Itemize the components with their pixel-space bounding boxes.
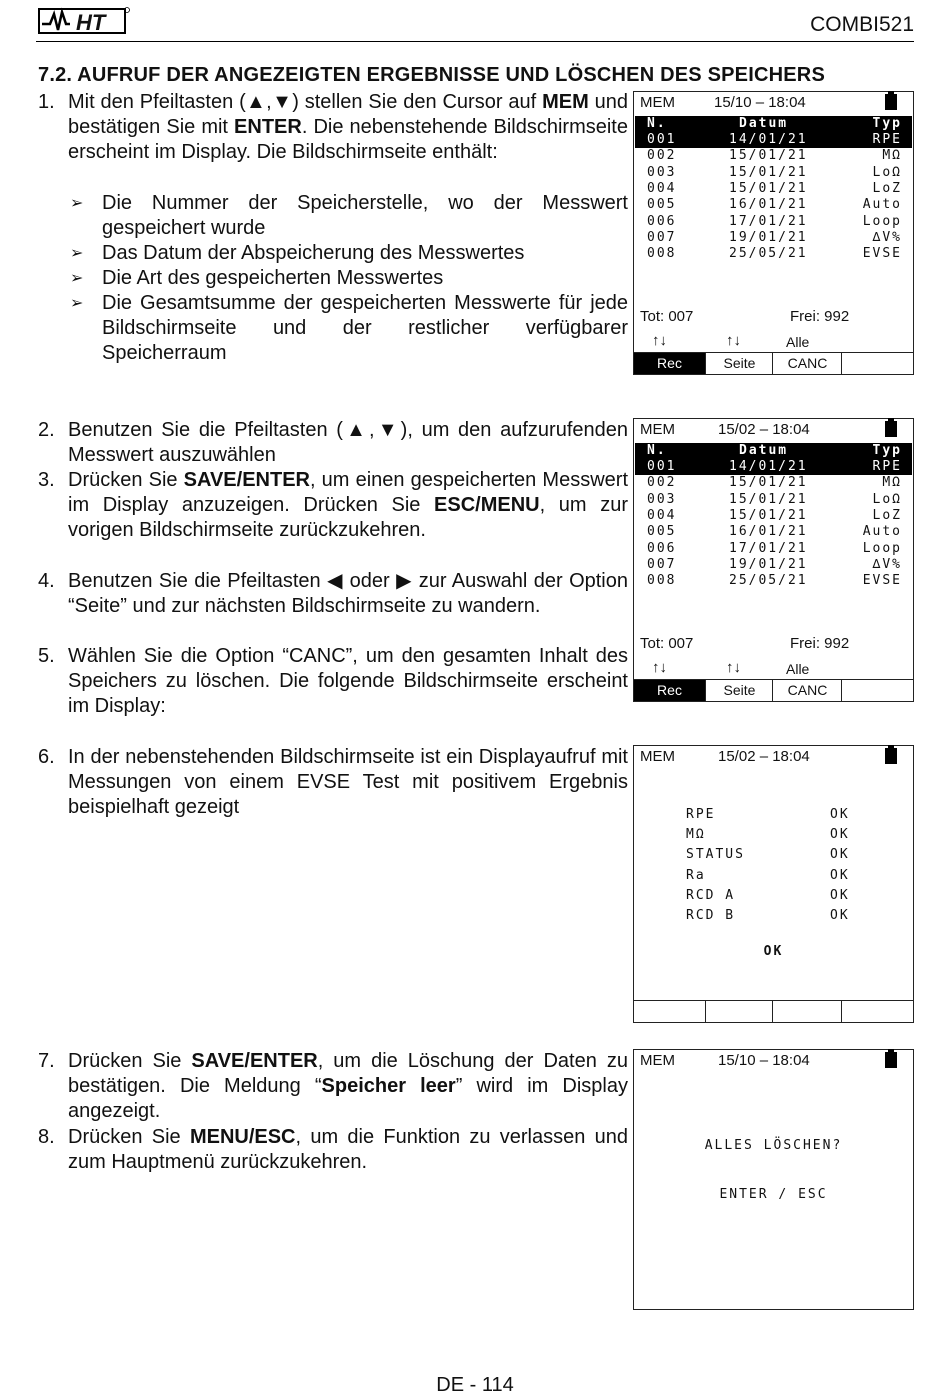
battery-icon bbox=[885, 1052, 897, 1068]
table-row[interactable] bbox=[635, 181, 912, 197]
test-name: RCD A bbox=[686, 887, 736, 903]
enter-esc-hint: ENTER / ESC bbox=[719, 1187, 828, 1202]
bullet-arrow-icon: ➢ bbox=[70, 195, 84, 212]
softkey-bar bbox=[634, 679, 913, 701]
date-time: 15/02 – 18:04 bbox=[718, 421, 810, 438]
result-row bbox=[686, 827, 866, 845]
total-count: Tot: 007 bbox=[640, 308, 694, 325]
test-outcome: OK bbox=[830, 827, 850, 843]
lcd-header bbox=[634, 419, 913, 439]
lcd-header bbox=[634, 746, 913, 766]
table-header: N. Datum Typ bbox=[635, 443, 912, 459]
step-text: Benutzen Sie die Pfeiltasten (▲,▼), um den aufzurufenden Messwert auszuwählen bbox=[68, 419, 628, 466]
row-type: Loop bbox=[862, 213, 902, 229]
lcd-memory-list-2 bbox=[633, 418, 914, 702]
step-6: 6. In der nebenstehenden Bildschirmseite ist ein Displayaufruf mit Messungen von einem EVSE Test mit positivem Ergebnis beispielhaft gezeigt bbox=[38, 746, 628, 818]
row-type: EVSE bbox=[862, 246, 902, 262]
table-row[interactable] bbox=[635, 524, 912, 540]
table-row[interactable] bbox=[635, 230, 912, 246]
lcd-evse-results bbox=[633, 745, 914, 1023]
lcd-header bbox=[634, 92, 913, 112]
row-type: MΩ bbox=[882, 475, 902, 491]
bullet-arrow-icon: ➢ bbox=[70, 270, 84, 287]
row-type: Loop bbox=[862, 540, 902, 556]
row-date: 16/01/21 bbox=[729, 524, 808, 540]
row-date: 25/05/21 bbox=[729, 573, 808, 589]
bullet-item: ➢ Das Datum der Abspeicherung des Messwertes bbox=[70, 242, 525, 264]
row-number: 008 bbox=[647, 246, 677, 262]
overall-result: OK bbox=[763, 944, 784, 959]
bullet-item: ➢ Die Art des gespeicherten Messwertes bbox=[70, 267, 444, 289]
row-date: 15/01/21 bbox=[729, 164, 808, 180]
step-2: 2. Benutzen Sie die Pfeiltasten (▲,▼), um den aufzurufenden Messwert auszuwählen bbox=[38, 419, 628, 466]
table-row[interactable] bbox=[635, 132, 912, 148]
step-7: 7. Drücken Sie SAVE/ENTER, um die Löschung der Daten zu bestätigen. Die Meldung “Speicher leer” wird im Display angezeigt. bbox=[38, 1050, 628, 1122]
test-name: Ra bbox=[686, 867, 706, 883]
battery-icon bbox=[885, 94, 897, 110]
row-type: Auto bbox=[862, 524, 902, 540]
result-row bbox=[686, 908, 866, 926]
row-type: LoZ bbox=[872, 180, 902, 196]
row-date: 19/01/21 bbox=[729, 556, 808, 572]
table-row[interactable] bbox=[635, 246, 912, 262]
row-date: 15/01/21 bbox=[729, 491, 808, 507]
test-outcome: OK bbox=[830, 867, 850, 883]
free-count: Frei: 992 bbox=[790, 308, 850, 325]
battery-icon bbox=[885, 421, 897, 437]
table-row[interactable] bbox=[635, 148, 912, 164]
test-name: RPE bbox=[686, 807, 716, 822]
header-rule bbox=[36, 41, 914, 42]
step-3: 3. Drücken Sie SAVE/ENTER, um einen gespeicherten Messwert im Display anzuzeigen. Drücken Sie ESC/MENU, um zur vorigen Bildschirmseite zurückzukehren. bbox=[38, 469, 628, 541]
test-outcome: OK bbox=[830, 807, 850, 822]
test-name: MΩ bbox=[686, 827, 706, 843]
softkey-empty bbox=[841, 353, 913, 374]
row-date: 14/01/21 bbox=[729, 459, 808, 474]
softkey-empty bbox=[705, 1001, 773, 1022]
row-number: 001 bbox=[647, 132, 677, 147]
table-row[interactable] bbox=[635, 475, 912, 491]
brand-label: HT bbox=[76, 10, 106, 35]
row-type: ∆V% bbox=[872, 229, 902, 245]
table-row[interactable] bbox=[635, 557, 912, 573]
softkey-seite[interactable]: Seite bbox=[705, 680, 773, 701]
table-row[interactable] bbox=[635, 459, 912, 475]
row-number: 007 bbox=[647, 556, 677, 572]
row-date: 17/01/21 bbox=[729, 213, 808, 229]
row-date: 15/01/21 bbox=[729, 507, 808, 523]
battery-icon bbox=[885, 748, 897, 764]
step-1 bbox=[38, 90, 628, 165]
row-number: 007 bbox=[647, 229, 677, 245]
step-text: Drücken Sie SAVE/ENTER, um die Löschung der Daten zu bestätigen. Die Meldung “Speicher leer” wird im Display angezeigt. bbox=[68, 1050, 628, 1122]
test-outcome: OK bbox=[830, 887, 850, 903]
date-time: 15/10 – 18:04 bbox=[718, 1052, 810, 1069]
row-number: 002 bbox=[647, 475, 677, 491]
table-row[interactable] bbox=[635, 214, 912, 230]
row-type: ∆V% bbox=[872, 556, 902, 572]
date-time: 15/10 – 18:04 bbox=[714, 94, 806, 111]
all-label: Alle bbox=[786, 661, 810, 677]
softkey-empty bbox=[841, 1001, 913, 1022]
date-time: 15/02 – 18:04 bbox=[718, 748, 810, 765]
row-number: 004 bbox=[647, 180, 677, 196]
all-label: Alle bbox=[786, 334, 810, 350]
free-count: Frei: 992 bbox=[790, 635, 850, 652]
softkey-rec[interactable]: Rec bbox=[634, 353, 705, 374]
mem-label: MEM bbox=[640, 1052, 675, 1069]
row-number: 006 bbox=[647, 540, 677, 556]
row-type: LoΩ bbox=[872, 491, 902, 507]
lcd-header bbox=[634, 1050, 913, 1070]
result-row bbox=[686, 868, 866, 886]
lcd-memory-list-1 bbox=[633, 91, 914, 375]
test-outcome: OK bbox=[830, 847, 850, 863]
updown-arrows-icon: ↑↓ bbox=[652, 332, 667, 349]
softkey-bar bbox=[634, 352, 913, 374]
step-text: Drücken Sie SAVE/ENTER, um einen gespeicherten Messwert im Display anzuzeigen. Drücken Sie ESC/MENU, um zur vorigen Bildschirmseite zurückzukehren. bbox=[68, 469, 628, 541]
updown-arrows-icon: ↑↓ bbox=[652, 659, 667, 676]
softkey-canc[interactable]: CANC bbox=[772, 353, 842, 374]
lcd-delete-confirm bbox=[633, 1049, 914, 1310]
row-number: 005 bbox=[647, 197, 677, 213]
row-type: EVSE bbox=[862, 573, 902, 589]
step-text: Mit den Pfeiltasten (▲,▼) stellen Sie den Cursor auf MEM und bestätigen Sie mit ENTER. Die nebenstehende Bildschirmseite erscheint im Display. Die Bildschirmseite enthält: bbox=[68, 91, 628, 163]
row-type: RPE bbox=[872, 459, 902, 474]
row-date: 14/01/21 bbox=[729, 132, 808, 147]
row-date: 15/01/21 bbox=[729, 180, 808, 196]
mem-label: MEM bbox=[640, 748, 675, 765]
softkey-empty bbox=[841, 680, 913, 701]
table-row[interactable] bbox=[635, 197, 912, 213]
updown-arrows-icon: ↑↓ bbox=[726, 332, 741, 349]
table-row[interactable] bbox=[635, 492, 912, 508]
softkey-empty bbox=[772, 1001, 842, 1022]
total-count: Tot: 007 bbox=[640, 635, 694, 652]
row-number: 004 bbox=[647, 507, 677, 523]
row-number: 003 bbox=[647, 164, 677, 180]
step-4: 4. Benutzen Sie die Pfeiltasten ◀ oder ▶ zur Auswahl der Option “Seite” und zur nächsten Bildschirmseite zu wandern. bbox=[38, 570, 628, 617]
delete-all-question: ALLES LÖSCHEN? bbox=[704, 1138, 843, 1153]
model-name: COMBI521 bbox=[810, 13, 914, 36]
row-type: MΩ bbox=[882, 148, 902, 164]
row-date: 25/05/21 bbox=[729, 246, 808, 262]
row-number: 006 bbox=[647, 213, 677, 229]
result-row bbox=[686, 807, 866, 825]
row-type: RPE bbox=[872, 132, 902, 147]
step-text: Benutzen Sie die Pfeiltasten ◀ oder ▶ zur Auswahl der Option “Seite” und zur nächsten Bildschirmseite zu wandern. bbox=[68, 570, 628, 617]
step-text: Drücken Sie MENU/ESC, um die Funktion zu verlassen und zum Hauptmenü zurückzukehren. bbox=[68, 1126, 628, 1173]
page-number: DE - 114 bbox=[436, 1374, 514, 1396]
row-number: 003 bbox=[647, 491, 677, 507]
step-number: 1. bbox=[38, 91, 55, 113]
test-name: STATUS bbox=[686, 847, 745, 863]
bullet-item: ➢ Die Gesamtsumme der gespeicherten Messwerte für jede Bildschirmseite und der restlicher verfügbarer Speicherraum bbox=[70, 292, 628, 364]
row-type: LoΩ bbox=[872, 164, 902, 180]
row-number: 008 bbox=[647, 573, 677, 589]
softkey-rec[interactable]: Rec bbox=[634, 680, 705, 701]
bullet-arrow-icon: ➢ bbox=[70, 295, 84, 312]
table-header: N. Datum Typ bbox=[635, 116, 912, 132]
ht-logo bbox=[38, 6, 130, 36]
table-row[interactable] bbox=[635, 573, 912, 589]
row-date: 16/01/21 bbox=[729, 197, 808, 213]
row-number: 005 bbox=[647, 524, 677, 540]
table-row[interactable] bbox=[635, 541, 912, 557]
step-5: 5. Wählen Sie die Option “CANC”, um den gesamten Inhalt des Speichers zu löschen. Die folgende Bildschirmseite erscheint im Display: bbox=[38, 645, 628, 717]
mem-label: MEM bbox=[640, 421, 675, 438]
softkey-canc[interactable]: CANC bbox=[772, 680, 842, 701]
softkey-empty bbox=[634, 1001, 705, 1022]
updown-arrows-icon: ↑↓ bbox=[726, 659, 741, 676]
row-date: 15/01/21 bbox=[729, 475, 808, 491]
row-date: 17/01/21 bbox=[729, 540, 808, 556]
row-type: LoZ bbox=[872, 507, 902, 523]
test-outcome: OK bbox=[830, 908, 850, 923]
table-row[interactable] bbox=[635, 508, 912, 524]
row-number: 002 bbox=[647, 148, 677, 164]
step-text: In der nebenstehenden Bildschirmseite ist ein Displayaufruf mit Messungen von einem EVSE Test mit positivem Ergebnis beispielhaft gezeigt bbox=[68, 746, 628, 818]
mem-label: MEM bbox=[640, 94, 675, 111]
bullet-item: ➢ Die Nummer der Speicherstelle, wo der Messwert gespeichert wurde bbox=[70, 192, 628, 239]
result-row bbox=[686, 847, 866, 865]
test-name: RCD B bbox=[686, 908, 736, 923]
step-8: 8. Drücken Sie MENU/ESC, um die Funktion zu verlassen und zum Hauptmenü zurückzukehren. bbox=[38, 1126, 628, 1173]
row-number: 001 bbox=[647, 459, 677, 474]
step-text: Wählen Sie die Option “CANC”, um den gesamten Inhalt des Speichers zu löschen. Die folgende Bildschirmseite erscheint im Display: bbox=[68, 645, 628, 717]
softkey-seite[interactable]: Seite bbox=[705, 353, 773, 374]
row-type: Auto bbox=[862, 197, 902, 213]
softkey-bar bbox=[634, 1000, 913, 1022]
table-row[interactable] bbox=[635, 165, 912, 181]
row-date: 19/01/21 bbox=[729, 229, 808, 245]
row-date: 15/01/21 bbox=[729, 148, 808, 164]
result-row bbox=[686, 888, 866, 906]
bullet-arrow-icon: ➢ bbox=[70, 245, 84, 262]
section-title: 7.2. AUFRUF DER ANGEZEIGTEN ERGEBNISSE UND LÖSCHEN DES SPEICHERS bbox=[38, 64, 825, 86]
